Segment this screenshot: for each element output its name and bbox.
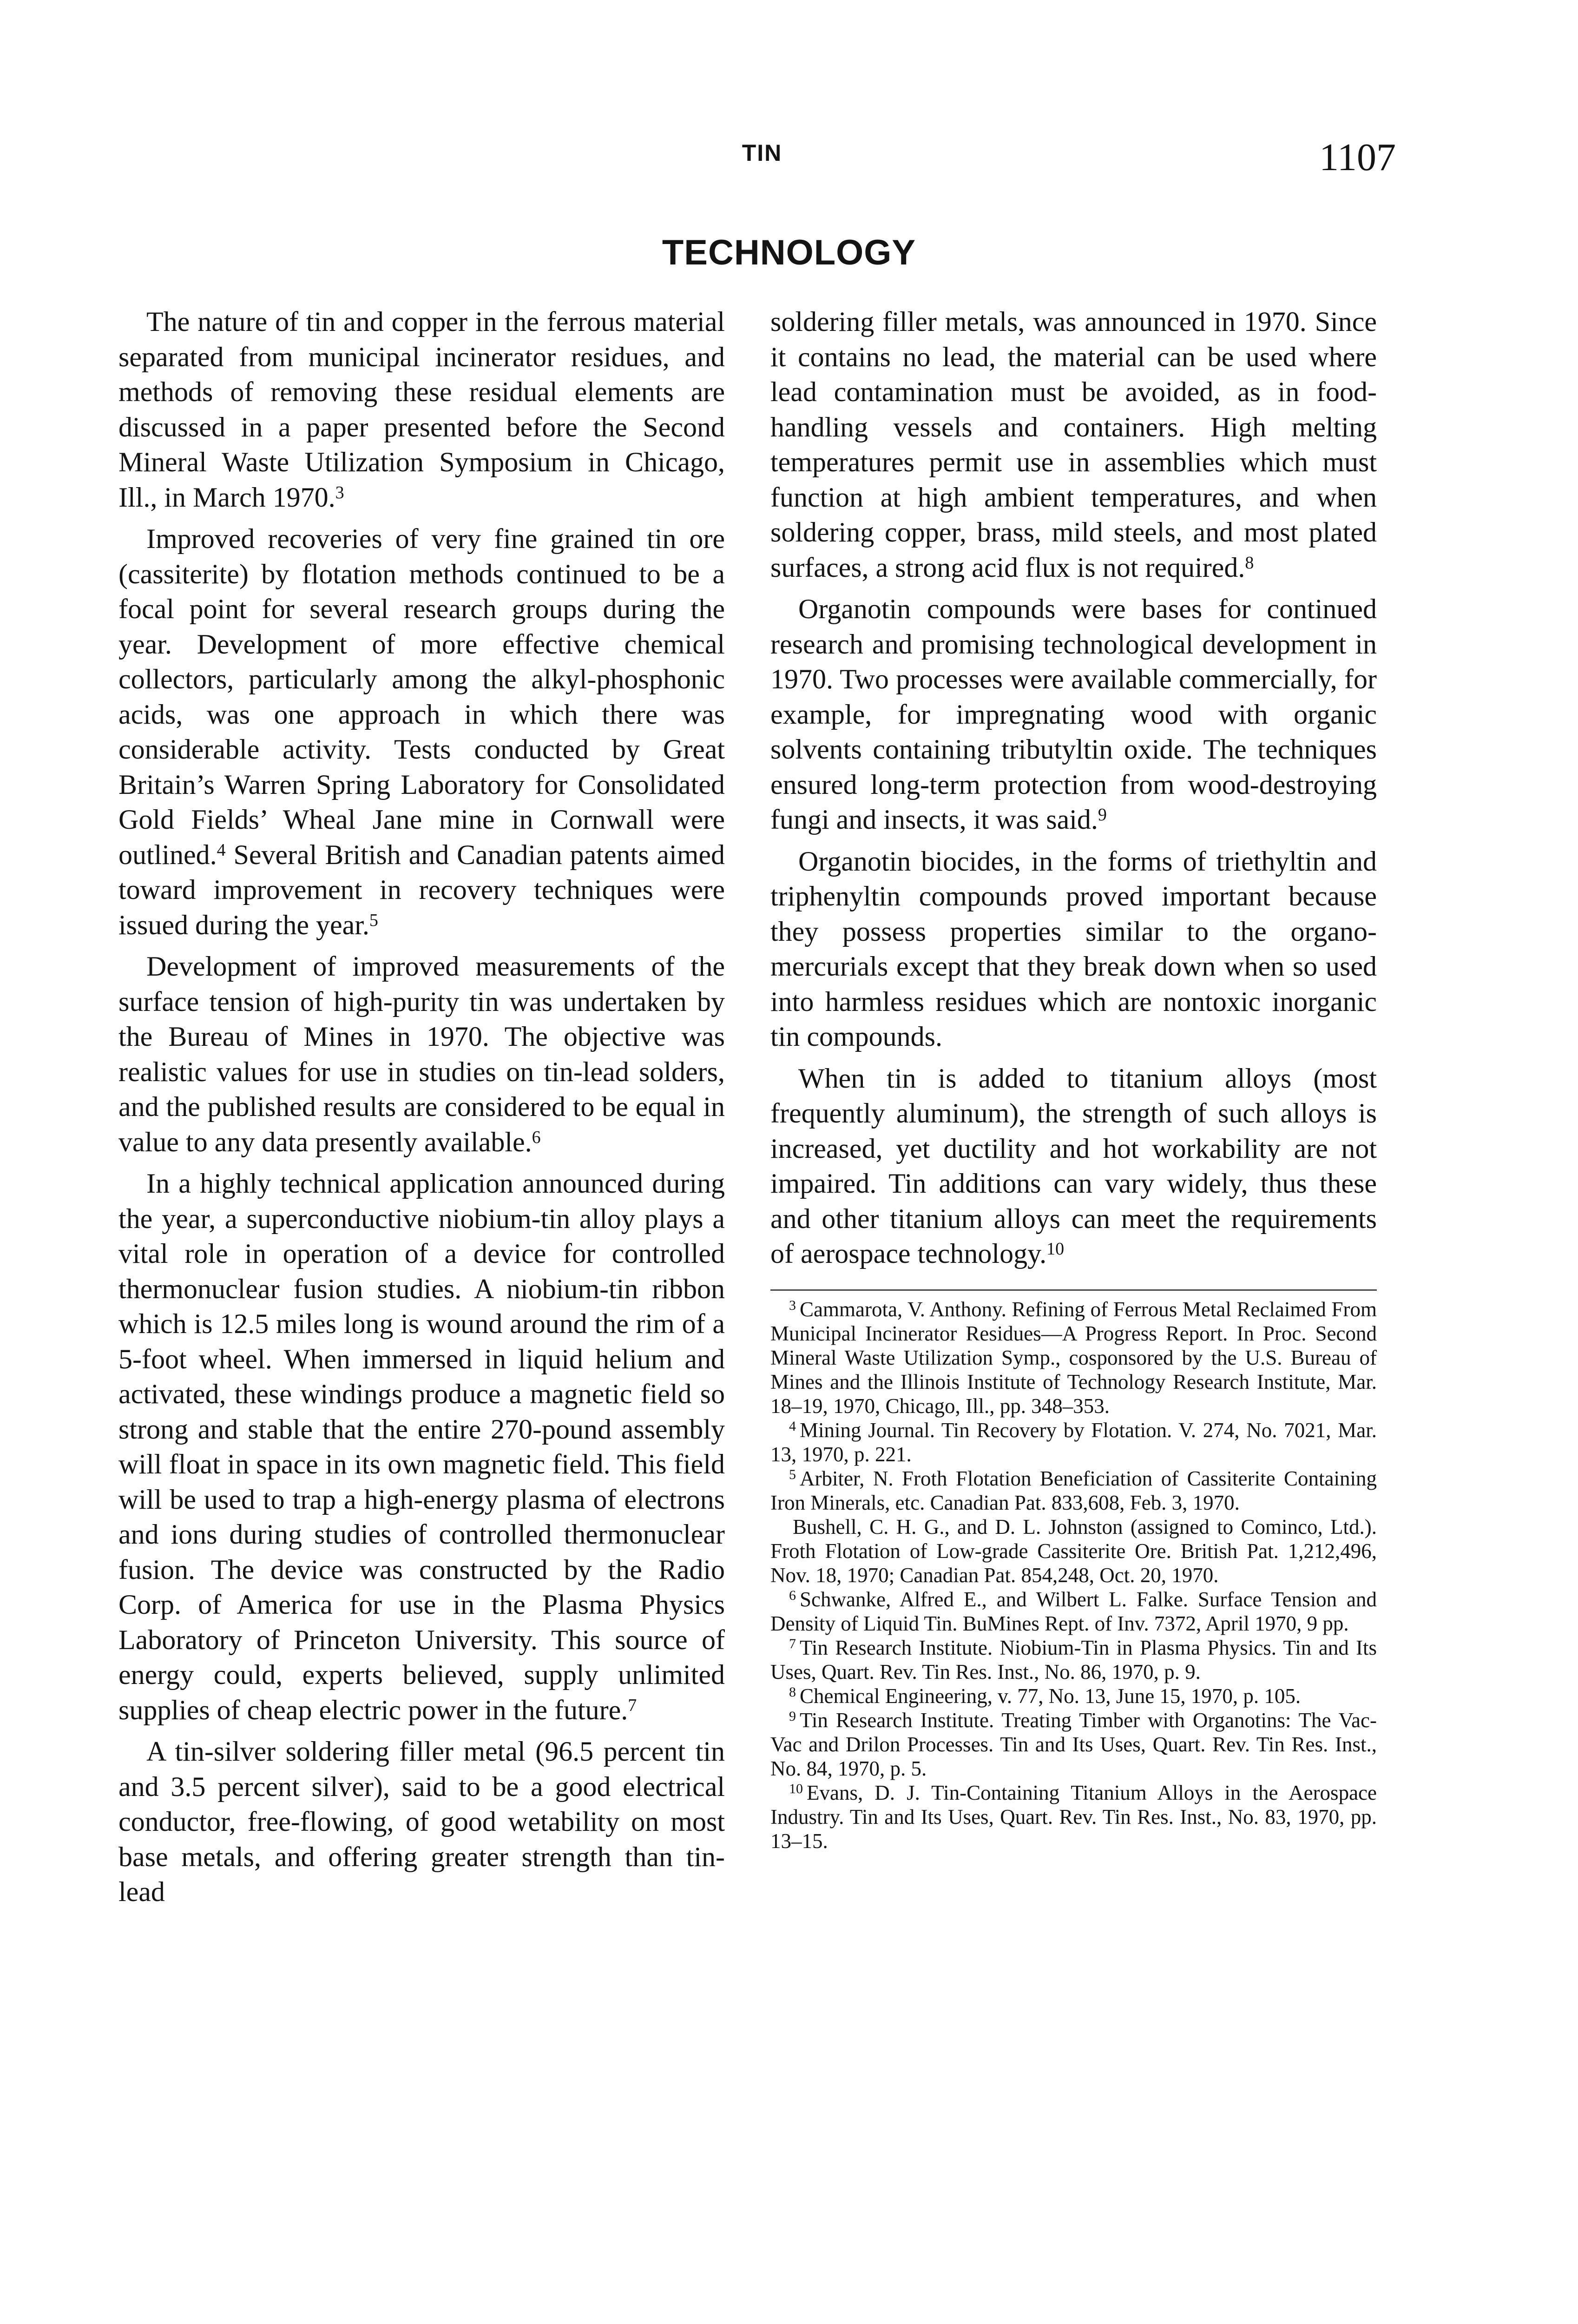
footnote: $^5$ Arbiter, N. Froth Flotation Beneficiation of Cassiterite Containing Iron Minerals, etc. Canadian Pat. 833,608, Feb. 3, 1970. — [770, 1466, 1377, 1514]
paragraph-titanium-alloys: When tin is added to titanium alloys (most frequently aluminum), the strength of such alloys is increased, yet ductility and hot workability are not impaired. Tin additions can vary widely, thus these and other titanium alloys can meet the requirements of aerospace technology.$^{10}$ — [770, 1063, 1377, 1269]
right-column — [770, 304, 1377, 1853]
footnote-ref: 4 — [217, 840, 226, 860]
left-column — [118, 304, 725, 1916]
section-title: TECHNOLOGY — [662, 233, 916, 272]
footnote: $^6$ Schwanke, Alfred E., and Wilbert L. Falke. Surface Tension and Density of Liquid Tin. BuMines Rept. of Inv. 7372, April 1970, 9 pp. — [770, 1587, 1377, 1635]
paragraph-solder-continued: soldering filler metals, was announced in 1970. Since it contains no lead, the material can be used where lead contamination must be avoided, as in food-handling vessels and containers. High melting temperatures permit use in assemblies which must function at high ambient temperatures, and when soldering copper, brass, mild steels, and most plated surfaces, a strong acid flux is not required.$^8$ — [770, 306, 1377, 583]
running-head-title: TIN — [742, 140, 782, 166]
footnote: $^4$ Mining Journal. Tin Recovery by Flotation. V. 274, No. 7021, Mar. 13, 1970, p. 221. — [770, 1418, 1377, 1466]
footnote-ref: 8 — [1245, 553, 1254, 573]
paragraph-tin-silver-solder: A tin-silver soldering filler metal (96.5 percent tin and 3.5 percent silver), said to be a good electrical conductor, free-flowing, of good wetability on most base metals, and offering greater strength than tin-lead — [118, 1736, 725, 1907]
paragraph-superconductive-alloy: In a highly technical application announced during the year, a superconductive niobium-tin alloy plays a vital role in operation of a device for controlled thermonuclear fusion studies. A niobium-tin ribbon which is 12.5 miles long is wound around the rim of a 5-foot wheel. When immersed in liquid helium and activated, these windings produce a magnetic field so strong and stable that the entire 270-pound assembly will float in space in its own magnetic field. This field will be used to trap a high-energy plasma of electrons and ions during studies of controlled thermonuclear fusion. The device was constructed by the Radio Corp. of America for use in the Plasma Physics Laboratory of Princeton University. This source of energy could, experts believed, supply unlimited supplies of cheap electric power in the future.$^7$ — [118, 1168, 725, 1725]
footnote-ref: 10 — [1046, 1239, 1065, 1259]
footnote: $^7$ Tin Research Institute. Niobium-Tin in Plasma Physics. Tin and Its Uses, Quart. Rev. Tin Res. Inst., No. 86, 1970, p. 9. — [770, 1636, 1377, 1684]
footnote-divider — [770, 1289, 1377, 1291]
footnote: $^8$ Chemical Engineering, v. 77, No. 13, June 15, 1970, p. 105. — [789, 1684, 1301, 1708]
footnote: $^3$ Cammarota, V. Anthony. Refining of Ferrous Metal Reclaimed From Municipal Incinerator Residues—A Progress Report. In Proc. Second Mineral Waste Utilization Symp., cosponsored by the U.S. Bureau of Mines and the Illinois Institute of Technology Research Institute, Mar. 18–19, 1970, Chicago, Ill., pp. 348–353. — [770, 1297, 1377, 1418]
footnote-ref: 5 — [369, 910, 378, 930]
page-number: 1107 — [1319, 136, 1396, 179]
footnote: $^9$ Tin Research Institute. Treating Timber with Organotins: The Vac-Vac and Drilon Processes. Tin and Its Uses, Quart. Rev. Tin Res. Inst., No. 84, 1970, p. 5. — [770, 1708, 1377, 1780]
footnotes — [770, 1297, 1377, 1853]
paragraph-incinerator-residues: The nature of tin and copper in the ferrous material separated from municipal incinerator residues, and methods of removing these residual elements are discussed in a paper presented before the Second Mineral Waste Utilization Symposium in Chicago, Ill., in March 1970.$^3$ — [118, 306, 725, 513]
footnote-ref: 3 — [335, 482, 344, 502]
paragraph-organotin-compounds: Organotin compounds were bases for continued research and promising technological development in 1970. Two processes were available commercially, for example, for impregnating wood with organic solvents containing tributyltin oxide. The techniques ensured long-term protection from wood-destroying fungi and insects, it was said.$^9$ — [770, 594, 1377, 835]
paragraph-flotation-recovery: Improved recoveries of very fine grained tin ore (cassiterite) by flotation methods continued to be a focal point for several research groups during the year. Development of more effective chemical collectors, particularly among the alkyl-phosphonic acids, was one approach in which there was considerable activity. Tests conducted by Great Britain’s Warren Spring Laboratory for Consolidated Gold Fields’ Wheal Jane mine in Cornwall were outlined.$^4$ Several British and Canadian patents aimed toward improvement in recovery techniques were issued during the year.$^5$ — [118, 523, 725, 940]
footnote-ref: 6 — [532, 1127, 541, 1147]
footnote: Bushell, C. H. G., and D. L. Johnston (assigned to Cominco, Ltd.). Froth Flotation of Low-grade Cassiterite Ore. British Pat. 1,212,496, Nov. 18, 1970; Canadian Pat. 854,248, Oct. 20, 1970. — [770, 1515, 1377, 1587]
paragraph-surface-tension: Development of improved measurements of the surface tension of high-purity tin was undertaken by the Bureau of Mines in 1970. The objective was realistic values for use in studies on tin-lead solders, and the published results are considered to be equal in value to any data presently available.$^6$ — [118, 951, 725, 1157]
footnote: $^{10}$ Evans, D. J. Tin-Containing Titanium Alloys in the Aerospace Industry. Tin and Its Uses, Quart. Rev. Tin Res. Inst., No. 83, 1970, pp. 13–15. — [770, 1781, 1377, 1853]
paragraph-organotin-biocides: Organotin biocides, in the forms of triethyltin and triphenyltin compounds proved important because they possess properties similar to the organo-mercurials except that they break down when so used into harmless residues which are nontoxic inorganic tin compounds. — [770, 845, 1377, 1052]
footnote-ref: 9 — [1098, 805, 1107, 825]
footnote-ref: 7 — [628, 1695, 637, 1715]
